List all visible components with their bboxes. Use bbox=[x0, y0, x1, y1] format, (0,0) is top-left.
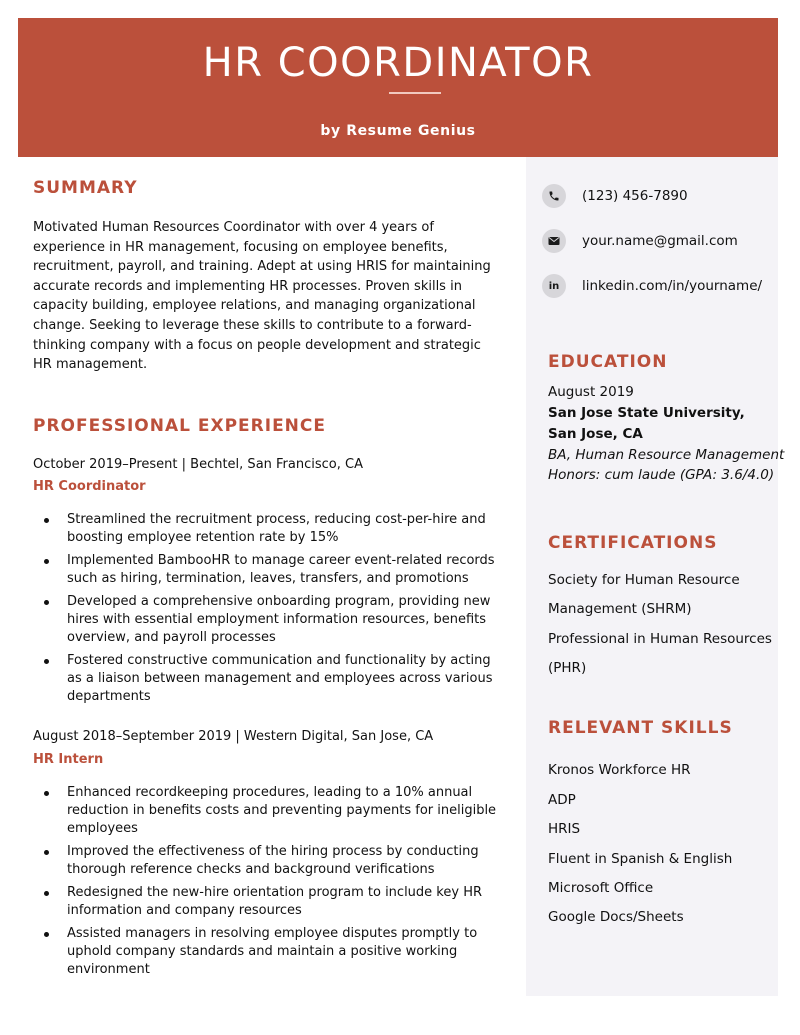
certification-line: Professional in Human Resources bbox=[548, 631, 772, 647]
job-bullets bbox=[33, 511, 513, 711]
bullet-dot bbox=[44, 600, 49, 605]
certifications-heading: CERTIFICATIONS bbox=[548, 533, 718, 553]
byline: by Resume Genius bbox=[320, 123, 476, 139]
summary-heading: SUMMARY bbox=[33, 178, 138, 198]
bullet-line: thorough reference checks and background verifications bbox=[67, 862, 435, 877]
bullet-line: Implemented BambooHR to manage career event-related records bbox=[67, 553, 495, 568]
resume-title: HR COORDINATOR bbox=[202, 40, 594, 86]
bullet-item bbox=[33, 843, 513, 879]
bullet-line: Improved the effectiveness of the hiring process by conducting bbox=[67, 844, 479, 859]
summary-line: accurate records and implementing HR processes. Proven skills in bbox=[33, 278, 462, 294]
bullet-item bbox=[33, 884, 513, 920]
certification-line: Management (SHRM) bbox=[548, 601, 692, 617]
summary-line: thinking company with a focus on people development and strategic bbox=[33, 337, 481, 353]
education-honors: Honors: cum laude (GPA: 3.6/4.0) bbox=[548, 467, 775, 483]
bullet-line: such as hiring, termination, leaves, transfers, and promotions bbox=[67, 571, 469, 586]
experience-heading: PROFESSIONAL EXPERIENCE bbox=[33, 416, 326, 436]
bullet-item bbox=[33, 593, 513, 647]
bullet-item bbox=[33, 784, 513, 838]
contact-linkedin bbox=[542, 274, 762, 298]
bullet-line: reduction in benefits costs and preventing payments for ineligible bbox=[67, 803, 497, 818]
bullet-item bbox=[33, 511, 513, 547]
bullet-line: overview, and payroll processes bbox=[67, 630, 276, 645]
education-location: San Jose, CA bbox=[548, 426, 643, 442]
summary-line: experience in HR management, focusing on employee benefits, bbox=[33, 239, 448, 255]
linkedin-url[interactable]: linkedin.com/in/yourname/ bbox=[582, 278, 763, 294]
bullet-line: uphold company standards and maintain a positive working bbox=[67, 944, 458, 959]
linkedin-icon: in bbox=[542, 274, 566, 298]
bullet-dot bbox=[44, 932, 49, 937]
bullet-item bbox=[33, 552, 513, 588]
bullet-dot bbox=[44, 659, 49, 664]
job-dates-company: October 2019–Present | Bechtel, San Francisco, CA bbox=[33, 457, 363, 472]
bullet-dot bbox=[44, 850, 49, 855]
skill-item: Google Docs/Sheets bbox=[548, 909, 684, 925]
bullet-line: Assisted managers in resolving employee disputes promptly to bbox=[67, 926, 478, 941]
bullet-line: Streamlined the recruitment process, reducing cost-per-hire and bbox=[67, 512, 486, 527]
education-date: August 2019 bbox=[548, 384, 634, 400]
certification-line: (PHR) bbox=[548, 660, 587, 676]
summary-line: change. Seeking to leverage these skills to contribute to a forward- bbox=[33, 317, 472, 333]
bullet-item bbox=[33, 652, 513, 706]
bullet-line: Developed a comprehensive onboarding program, providing new bbox=[67, 594, 491, 609]
bullet-dot bbox=[44, 791, 49, 796]
resume-header bbox=[18, 18, 778, 157]
job-bullets bbox=[33, 784, 513, 984]
skill-item: Kronos Workforce HR bbox=[548, 762, 691, 778]
bullet-line: boosting employee retention rate by 15% bbox=[67, 530, 339, 545]
certification-line: Society for Human Resource bbox=[548, 572, 740, 588]
bullet-line: as a liaison between management and employees across various bbox=[67, 671, 493, 686]
bullet-line: Enhanced recordkeeping procedures, leading to a 10% annual bbox=[67, 785, 473, 800]
mail-icon bbox=[542, 229, 566, 253]
education-heading: EDUCATION bbox=[548, 352, 668, 372]
email-address[interactable]: your.name@gmail.com bbox=[582, 233, 738, 249]
education-degree: BA, Human Resource Management bbox=[548, 447, 785, 463]
bullet-dot bbox=[44, 559, 49, 564]
summary-text bbox=[33, 218, 513, 375]
bullet-line: departments bbox=[67, 689, 151, 704]
summary-line: HR management. bbox=[33, 357, 148, 373]
skill-item: Microsoft Office bbox=[548, 880, 654, 896]
contact-email bbox=[542, 229, 738, 253]
bullet-item bbox=[33, 925, 513, 979]
phone-icon bbox=[542, 184, 566, 208]
summary-line: capacity building, employee relations, and managing organizational bbox=[33, 298, 476, 314]
phone-number: (123) 456-7890 bbox=[582, 188, 688, 204]
skill-item: ADP bbox=[548, 792, 576, 808]
bullet-dot bbox=[44, 891, 49, 896]
summary-line: Motivated Human Resources Coordinator with over 4 years of bbox=[33, 220, 434, 235]
skills-heading: RELEVANT SKILLS bbox=[548, 718, 733, 738]
job-dates-company: August 2018–September 2019 | Western Digital, San Jose, CA bbox=[33, 729, 434, 744]
job-role: HR Intern bbox=[33, 752, 104, 767]
title-underline bbox=[389, 92, 441, 94]
contact-phone bbox=[542, 184, 688, 208]
bullet-dot bbox=[44, 518, 49, 523]
bullet-line: employees bbox=[67, 821, 138, 836]
skill-item: Fluent in Spanish & English bbox=[548, 851, 733, 867]
job-role: HR Coordinator bbox=[33, 479, 146, 494]
skill-item: HRIS bbox=[548, 821, 581, 837]
bullet-line: information and company resources bbox=[67, 903, 302, 918]
education-school: San Jose State University, bbox=[548, 405, 745, 421]
bullet-line: hires with essential employment information resources, benefits bbox=[67, 612, 487, 627]
bullet-line: Redesigned the new-hire orientation program to include key HR bbox=[67, 885, 483, 900]
bullet-line: Fostered constructive communication and functionality by acting bbox=[67, 653, 491, 668]
summary-line: recruitment, payroll, and training. Adept at using HRIS for maintaining bbox=[33, 259, 491, 275]
bullet-line: environment bbox=[67, 962, 150, 977]
